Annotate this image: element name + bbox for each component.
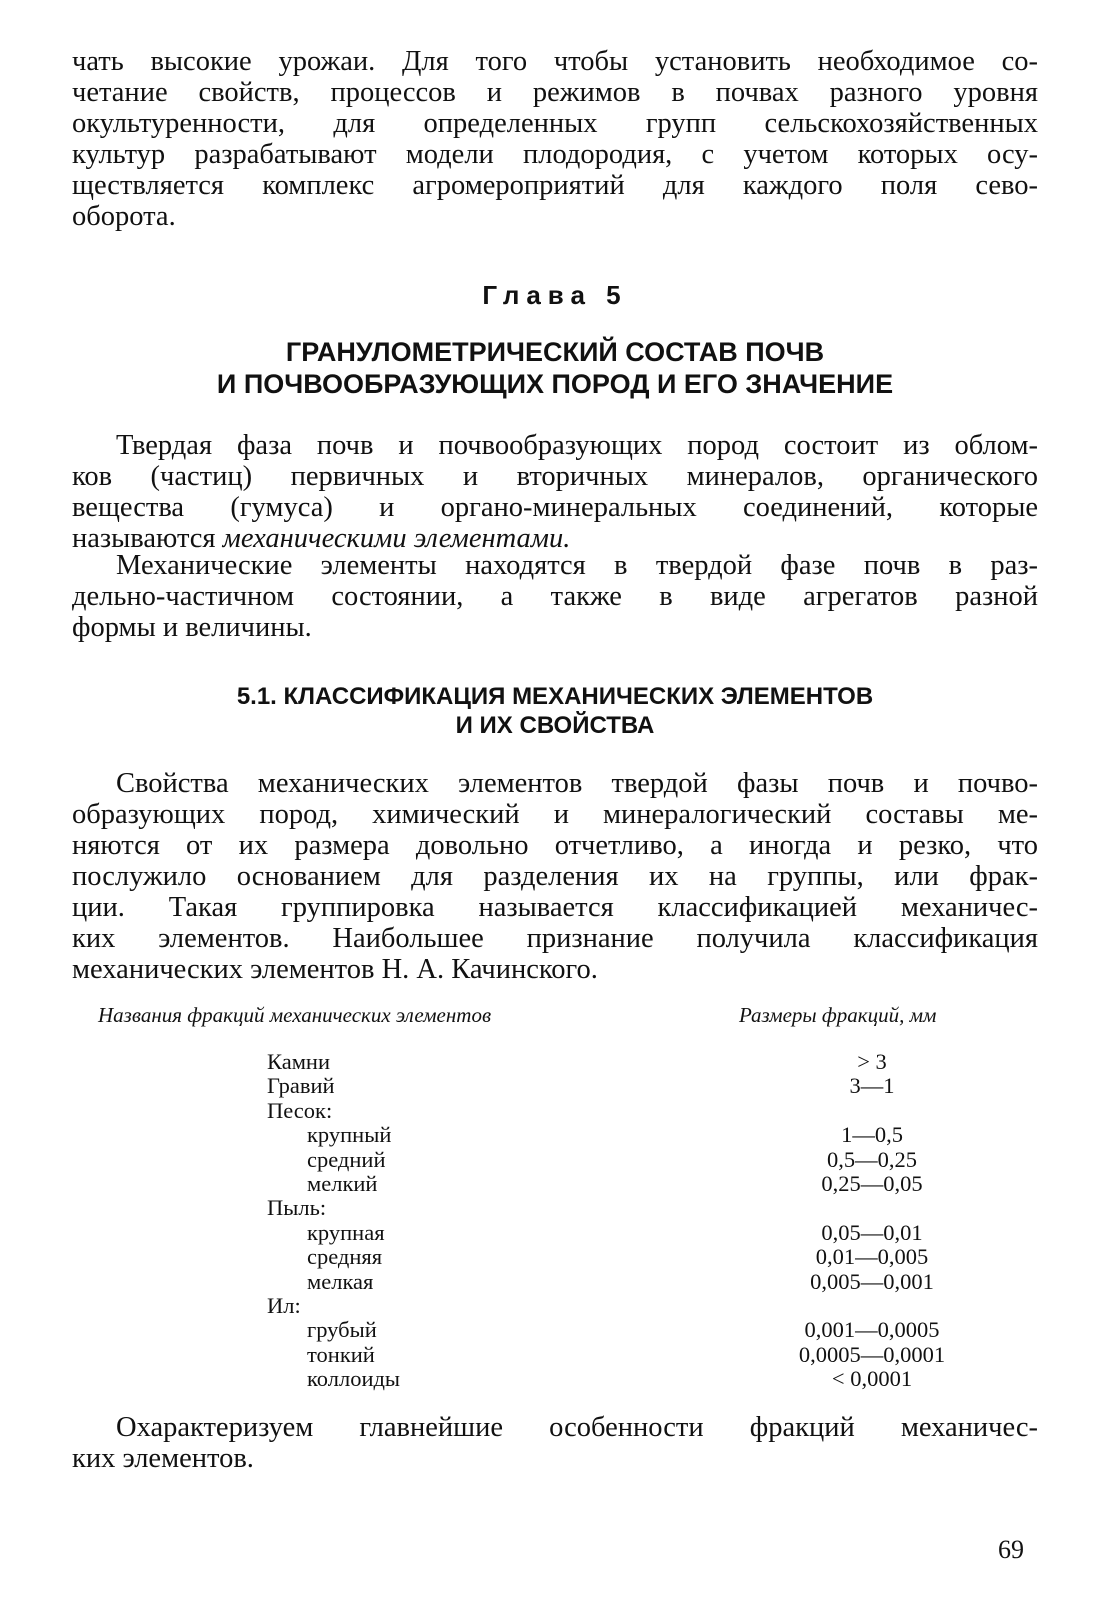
- text-line: механических элементов Н. А. Качинского.: [72, 954, 598, 985]
- table-row: [72, 1221, 1038, 1245]
- fraction-size: 0,0005—0,0001: [798, 1341, 946, 1367]
- fraction-name: мелкая: [307, 1268, 374, 1294]
- section-title-line: 5.1. КЛАССИФИКАЦИЯ МЕХАНИЧЕСКИХ ЭЛЕМЕНТОВ: [236, 683, 874, 710]
- fraction-name: тонкий: [307, 1341, 375, 1367]
- fraction-name: Камни: [267, 1049, 331, 1074]
- fraction-size: 0,001—0,0005: [804, 1317, 940, 1343]
- table-row: [72, 1123, 1038, 1147]
- intro-paragraph: [72, 46, 1038, 232]
- text-line: Свойства механических элементов твердой фазы почв и почво-: [116, 768, 1038, 799]
- table-row: [72, 1196, 1038, 1220]
- text-fragment: называются: [72, 523, 223, 554]
- text-line: формы и величины.: [72, 612, 312, 643]
- text-line: оборота.: [72, 201, 176, 232]
- column-header-name: Названия фракций механических элементов: [98, 1003, 492, 1027]
- text-line: ществляется комплекс агромероприятий для каждого поля сево-: [72, 170, 1038, 201]
- text-line: ции. Такая группировка называется классификацией механичес-: [72, 892, 1038, 923]
- chapter-title: [72, 336, 1038, 400]
- fraction-size: 0,005—0,001: [810, 1268, 934, 1294]
- text-line: няются от их размера довольно отчетливо, а иногда и резко, что: [72, 830, 1038, 861]
- fraction-size: 0,5—0,25: [827, 1146, 917, 1172]
- paragraph-solid-phase: [72, 430, 1038, 554]
- chapter-label: Глава 5: [482, 280, 628, 310]
- text-line: послужило основанием для разделения их на группы, или фрак-: [72, 861, 1038, 892]
- fraction-size: > 3: [857, 1049, 887, 1074]
- table-row: [72, 1172, 1038, 1196]
- fraction-name: средняя: [307, 1244, 383, 1270]
- fractions-table: [72, 1050, 1038, 1391]
- chapter-heading: [72, 280, 1038, 310]
- fraction-size: 0,01—0,005: [815, 1244, 929, 1270]
- fraction-size: 1—0,5: [841, 1122, 903, 1148]
- table-row: [72, 1318, 1038, 1342]
- column-header-size: Размеры фракций, мм: [739, 1003, 937, 1027]
- fractions-table-header: [72, 1003, 1038, 1037]
- text-line: окультуренности, для определенных групп сельскохозяйственных: [72, 108, 1038, 139]
- fraction-name: грубый: [307, 1317, 377, 1343]
- chapter-title-line: ГРАНУЛОМЕТРИЧЕСКИЙ СОСТАВ ПОЧВ: [285, 337, 825, 367]
- text-line: дельно-частичном состоянии, а также в виде агрегатов разной: [72, 581, 1038, 612]
- defined-term: механическими элементами.: [222, 523, 571, 554]
- section-heading: [72, 682, 1038, 740]
- fraction-name: Песок:: [267, 1097, 333, 1123]
- text-line: ков (частиц) первичных и вторичных минералов, органического: [72, 461, 1038, 492]
- fraction-name: Ил:: [267, 1292, 301, 1318]
- table-row: [72, 1367, 1038, 1391]
- text-line: вещества (гумуса) и органо-минеральных соединений, которые: [72, 492, 1038, 523]
- page-number: 69: [998, 1535, 1024, 1564]
- table-row: [72, 1245, 1038, 1269]
- text-line: образующих пород, химический и минералогический составы ме-: [72, 799, 1038, 830]
- fraction-size: 0,25—0,05: [821, 1170, 923, 1196]
- section-title-line: И ИХ СВОЙСТВА: [455, 712, 655, 739]
- paragraph-classification: [72, 768, 1038, 985]
- fraction-name: крупная: [307, 1219, 385, 1245]
- table-row: [72, 1148, 1038, 1172]
- text-line: ких элементов. Наибольшее признание получила классификация: [72, 923, 1038, 954]
- table-row: [72, 1343, 1038, 1367]
- fraction-name: Пыль:: [267, 1195, 327, 1221]
- chapter-title-line: И ПОЧВООБРАЗУЮЩИХ ПОРОД И ЕГО ЗНАЧЕНИЕ: [216, 369, 894, 399]
- paragraph-state: [72, 550, 1038, 643]
- text-line: чать высокие урожаи. Для того чтобы установить необходимое со-: [72, 46, 1038, 77]
- table-row: [72, 1099, 1038, 1123]
- table-row: [72, 1074, 1038, 1098]
- text-line: культур разрабатывают модели плодородия, с учетом которых осу-: [72, 139, 1038, 170]
- fraction-size: 0,05—0,01: [821, 1219, 923, 1245]
- table-row: [72, 1270, 1038, 1294]
- table-row: [72, 1050, 1038, 1074]
- text-line: четание свойств, процессов и режимов в почвах разного уровня: [72, 77, 1038, 108]
- fraction-name: крупный: [307, 1122, 392, 1148]
- fraction-size: 3—1: [849, 1073, 895, 1099]
- fraction-size: < 0,0001: [831, 1366, 913, 1392]
- fraction-name: коллоиды: [307, 1366, 401, 1392]
- book-page: [72, 46, 1038, 1576]
- table-row: [72, 1294, 1038, 1318]
- closing-paragraph: [72, 1412, 1038, 1474]
- fraction-name: мелкий: [307, 1170, 378, 1196]
- text-line: Механические элементы находятся в твердой фазе почв в раз-: [116, 550, 1038, 581]
- text-line: Твердая фаза почв и почвообразующих пород состоит из облом-: [116, 430, 1038, 461]
- text-line: ких элементов.: [72, 1443, 254, 1474]
- fraction-name: средний: [307, 1146, 386, 1172]
- fraction-name: Гравий: [267, 1073, 335, 1099]
- text-line: Охарактеризуем главнейшие особенности фракций механичес-: [116, 1412, 1038, 1443]
